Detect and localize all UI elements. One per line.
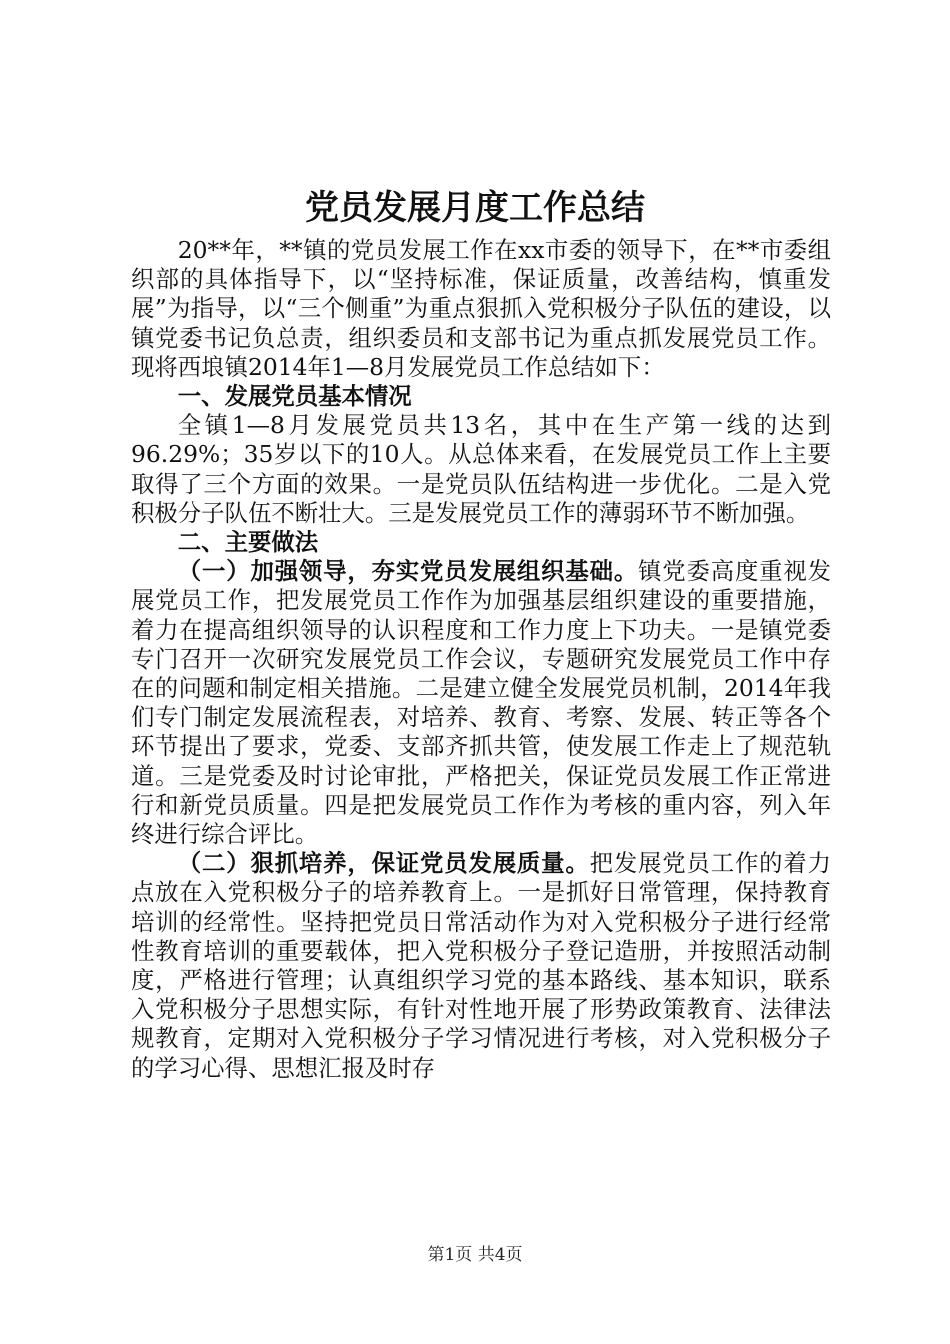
section-heading-basic-situation: 一、发展党员基本情况 [177,382,412,411]
page-number-footer: 第1页 共4页 [427,1245,523,1265]
intro-paragraph: 20**年，**镇的党员发展工作在xx市委的领导下，在**市委组织部的具体指导下，以“坚持标准，保证质量，改善结构，慎重发展”为指导，以“三个侧重”为重点狠抓入党积极分子队伍的建设，以镇党委书记负总责，组织委员和支部书记为重点抓发展党员工作。现将西埌镇2014年1—8月发展党员工作总结如下： [131,236,831,381]
document-body [131,236,831,1083]
item-paragraph-leadership [131,557,831,849]
section-paragraph-basic-situation: 全镇1—8月发展党员共13名，其中在生产第一线的达到96.29%；35岁以下的10人。从总体来看，在发展党员工作上主要取得了三个方面的效果。一是党员队伍结构进一步优化。二是入党积极分子队伍不断壮大。三是发展党员工作的薄弱环节不断加强。 [131,411,831,527]
item-body-leadership: 镇党委高度重视发展党员工作，把发展党员工作作为加强基层组织建设的重要措施，着力在提高组织领导的认识程度和工作力度上下功夫。一是镇党委专门召开一次研究发展党员工作会议，专题研究发展党员工作中存在的问题和制定相关措施。二是建立健全发展党员机制，2014年我们专门制定发展流程表，对培养、教育、考察、发展、转正等各个环节提出了要求，党委、支部齐抓共管，使发展工作走上了规范轨道。三是党委及时讨论审批，严格把关，保证党员发展工作正常进行和新党员质量。四是把发展党员工作作为考核的重内容，列入年终进行综合评比。 [131,557,832,849]
item-body-training: 把发展党员工作的着力点放在入党积极分子的培养教育上。一是抓好日常管理，保持教育培训的经常性。坚持把党员日常活动作为对入党积极分子进行经常性教育培训的重要载体，把入党积极分子登记造册，并按照活动制度，严格进行管理；认真组织学习党的基本路线、基本知识，联系入党积极分子思想实际，有针对性地开展了形势政策教育、法律法规教育，定期对入党积极分子学习情况进行考核，对入党积极分子的学习心得、思想汇报及时存 [131,849,832,1082]
item-lead-leadership: （一）加强领导，夯实党员发展组织基础。 [177,557,639,586]
section-heading-main-practices: 二、主要做法 [177,528,319,557]
item-lead-training: （二）狠抓培养，保证党员发展质量。 [177,849,590,878]
item-paragraph-training [131,849,831,1083]
document-title: 党员发展月度工作总结 [305,188,645,228]
